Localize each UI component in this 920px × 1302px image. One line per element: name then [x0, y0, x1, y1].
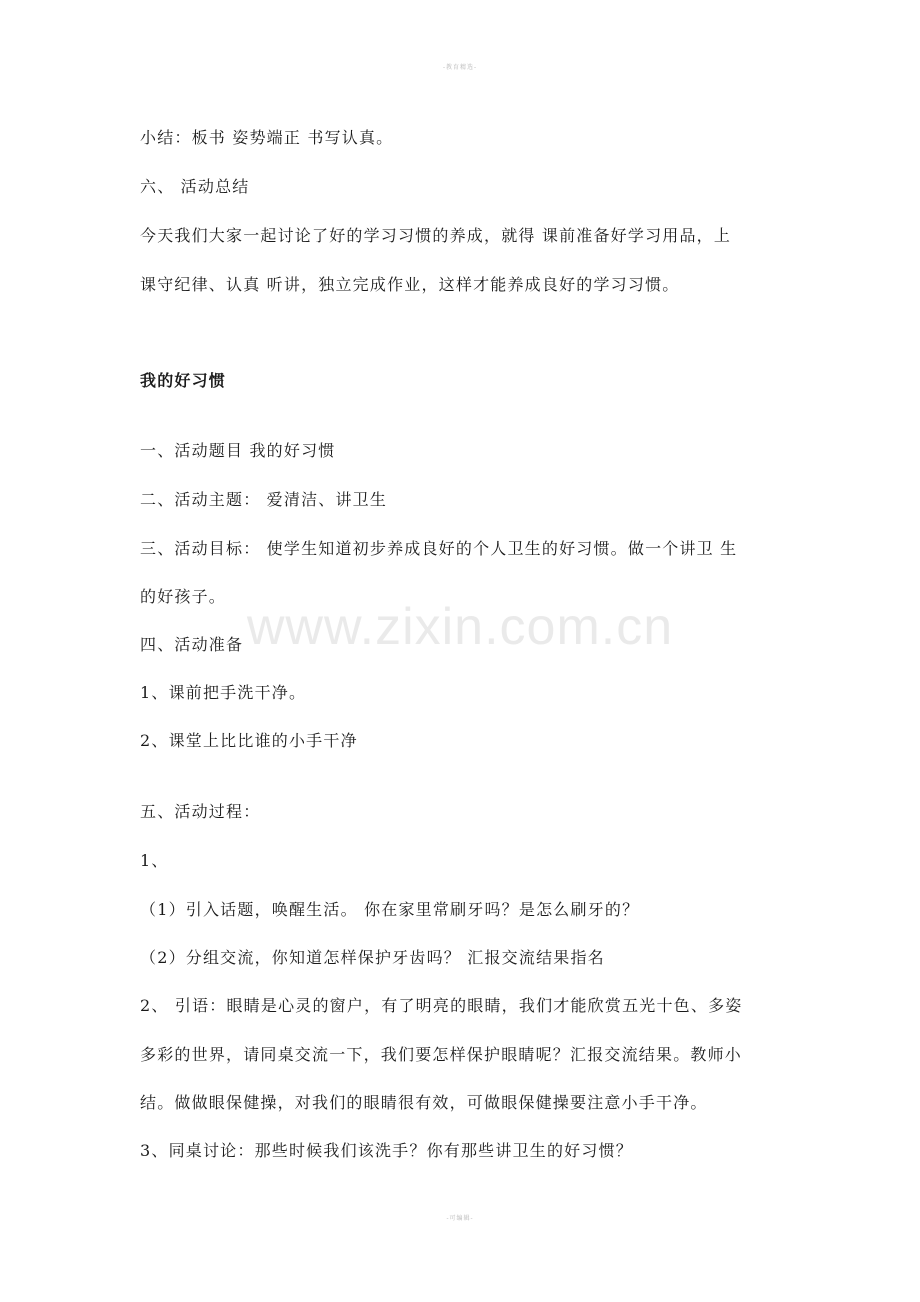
process-step-1-label: 1、	[140, 851, 169, 870]
summary-line: 小结：板书 姿势端正 书写认真。	[140, 128, 394, 147]
page-header-mark: -教育精选-	[442, 64, 478, 71]
lesson-title: 我的好习惯	[140, 371, 227, 390]
process-step-2-line-1: 2、 引语：眼睛是心灵的窗户，有了明亮的眼睛，我们才能欣赏五光十色、多姿	[140, 996, 743, 1015]
activity-goal-line-2: 的好孩子。	[140, 587, 227, 606]
conclusion-paragraph-line-2: 课守纪律、认真 听讲，独立完成作业，这样才能养成良好的学习习惯。	[140, 275, 680, 294]
activity-theme: 二、活动主题： 爱清洁、讲卫生	[140, 490, 388, 509]
process-step-2-line-3: 结。做做眼保健操，对我们的眼睛很有效，可做眼保健操要注意小手干净。	[140, 1093, 708, 1112]
process-step-3: 3、同桌讨论：那些时候我们该洗手？你有那些讲卫生的好习惯？	[140, 1141, 633, 1160]
process-step-1-sub-1: （1）引入话题，唤醒生活。 你在家里常刷牙吗？是怎么刷牙的？	[140, 900, 640, 919]
activity-preparation-heading: 四、活动准备	[140, 635, 244, 654]
page-footer-mark: -可编辑-	[446, 1215, 474, 1222]
section-six-heading: 六、 活动总结	[140, 177, 250, 196]
process-step-1-sub-2: （2）分组交流，你知道怎样保护牙齿吗？ 汇报交流结果指名	[140, 948, 605, 967]
activity-goal-line-1: 三、活动目标： 使学生知道初步养成良好的个人卫生的好习惯。做一个讲卫 生	[140, 539, 738, 558]
activity-process-heading: 五、活动过程：	[140, 802, 261, 821]
process-step-2-line-2: 多彩的世界，请同桌交流一下，我们要怎样保护眼睛呢？汇报交流结果。教师小	[140, 1045, 743, 1064]
activity-topic: 一、活动题目 我的好习惯	[140, 441, 336, 460]
preparation-item-1: 1、课前把手洗干净。	[140, 683, 307, 702]
conclusion-paragraph-line-1: 今天我们大家一起讨论了好的学习习惯的养成，就得 课前准备好学习用品，上	[140, 226, 732, 245]
preparation-item-2: 2、课堂上比比谁的小手干净	[140, 731, 358, 750]
site-watermark: www.zixin.com.cn	[246, 598, 674, 656]
